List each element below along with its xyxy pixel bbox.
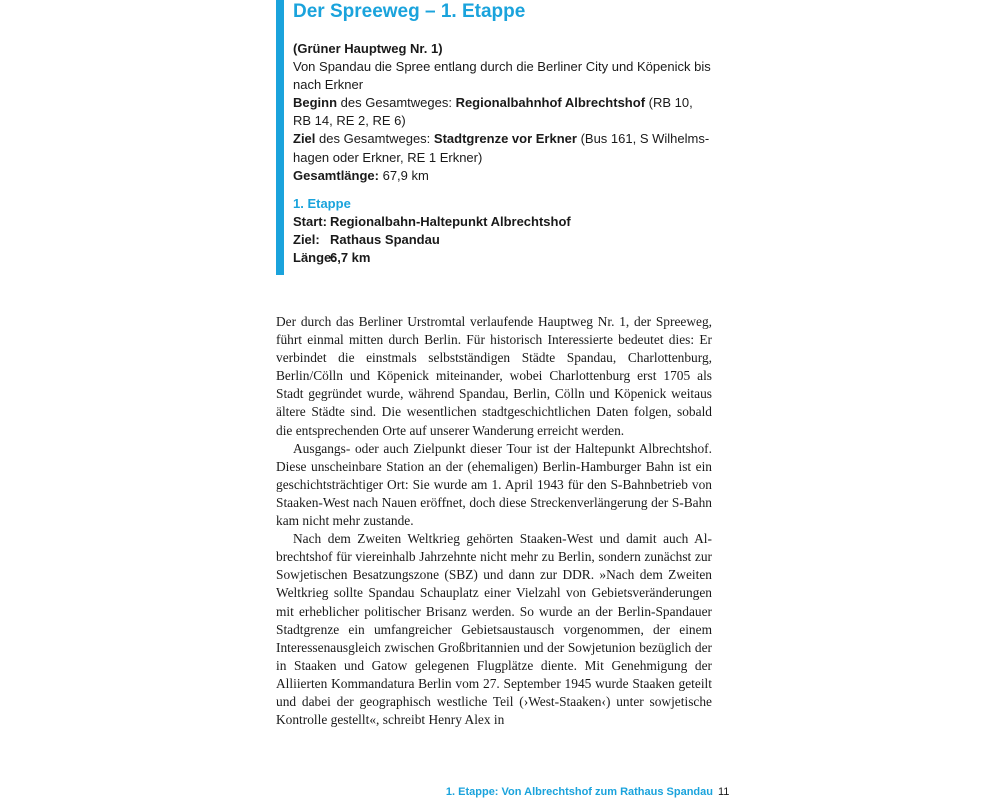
route-total-length	[293, 167, 713, 185]
begin-label: Beginn	[293, 95, 338, 111]
route-info-box	[276, 0, 716, 275]
route-begin	[293, 94, 713, 130]
stage-start-label: Start:	[293, 213, 327, 229]
stage-length-row	[293, 249, 713, 267]
route-description: Von Spandau die Spree entlang durch die Berliner City und Köpenick bis nach Erkner	[293, 59, 711, 93]
ziel-label: Ziel	[293, 131, 316, 147]
accent-bar	[276, 0, 284, 275]
total-length-label: Gesamtlänge:	[293, 167, 379, 183]
stage-start-row	[293, 213, 713, 231]
route-details	[293, 40, 713, 267]
begin-rest: (RB 10, RB 14, RE 2, RE 6)	[293, 95, 693, 129]
stage-length-value: 6,7 km	[330, 250, 371, 266]
body-text	[276, 313, 712, 729]
route-subtitle: (Grüner Hauptweg Nr. 1)	[293, 41, 443, 56]
running-title: 1. Etappe: Von Albrechtshof zum Rathaus Spandau	[445, 786, 713, 798]
ziel-place: Stadtgrenze vor Erkner	[433, 131, 577, 147]
stage-end-row	[293, 231, 713, 249]
page-number: 11	[718, 786, 730, 798]
paragraph: Ausgangs- oder auch Zielpunkt dieser Tour ist der Haltepunkt Albrechtshof. Diese unscheinbare Station an der (ehemaligen) Berlin-Hamburger Bahn ist ein geschichtsträchtiger Ort: Sie wurde am 1. April 1943 für den S-Bahnbetrieb von Staaken-West nach Nauen eröffnet, doch diese Streckenverlängerung der S-Bahn kam nicht mehr zustande.	[276, 440, 712, 529]
paragraph: Nach dem Zweiten Weltkrieg gehörten Staaken-West und damit auch Albrechtshof für viereinhalb Jahrzehnte nicht mehr zu Berlin, sondern zunächst zur Sowjetischen Besatzungszone (SBZ) und dann zur DDR. »Nach dem Zweiten Weltkrieg sollte Spandau Schauplatz einer Vielzahl von Gebietsveränderungen mit erheblicher politischer Brisanz werden. So wurde an der Berlin-Spandauer Stadtgrenze ein umfangreicher Gebietsaustausch vorgenommen, der einem Interessenausgleich zwischen Großbritannien und der Sowjetunion bezüglich der in Staaken und Gatow gelegenen Flugplätze diente. Mit Genehmigung der Alliierten Kommandatura Berlin vom 27. September 1945 wurde Staaken geteilt und dabei der geographisch westliche Teil (›West-Staaken‹) unter sowjetische Kontrolle gestellt«, schreibt Henry Alex in	[276, 531, 712, 728]
total-length-value: 67,9 km	[378, 167, 429, 183]
page-title: Der Spreeweg – 1. Etappe	[293, 1, 526, 22]
stage-heading: 1. Etappe	[293, 195, 351, 211]
begin-mid: des Gesamtweges:	[337, 95, 456, 111]
stage-end-value: Rathaus Spandau	[330, 231, 440, 247]
route-end	[293, 130, 713, 166]
paragraph: Der durch das Berliner Urstromtal verlaufende Hauptweg Nr. 1, der Spreeweg, führt einmal mitten durch Berlin. Für historisch Interessierte bedeutet dies: Er verbindet die einstmals selbstständigen Städte Spandau, Charlottenburg, Berlin/Cölln und Köpenick miteinander, wobei Charlottenburg erst 1705 als Stadt gegründet wurde, während Spandau, Berlin, Cölln und Köpenick weitaus ältere Städte sind. Die wesentlichen stadtgeschichtlichen Daten folgen, sobald die entsprechenden Orte auf unserer Wanderung erreicht werden.	[276, 314, 712, 438]
ziel-mid: des Gesamtweges:	[315, 131, 434, 147]
begin-place: Regionalbahnhof Albrechtshof	[455, 95, 646, 111]
stage-start-value: Regionalbahn-Haltepunkt Albrechtshof	[330, 213, 571, 229]
stage-length-label: Länge:	[293, 250, 336, 266]
stage-end-label: Ziel:	[293, 231, 320, 247]
ziel-rest: (Bus 161, S Wilhelmshagen oder Erkner, RE 1 Erkner)	[293, 131, 710, 165]
